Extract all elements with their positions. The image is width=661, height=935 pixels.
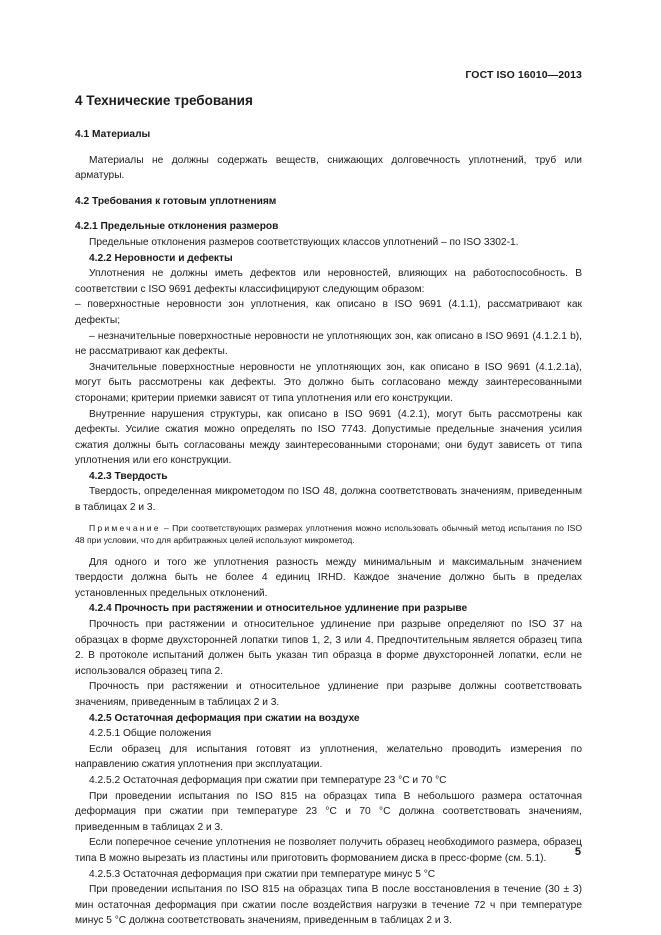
document-code-header: ГОСТ ISO 16010—2013 bbox=[465, 69, 582, 81]
clause-4-2-2-para-1: Уплотнения не должны иметь дефектов или неровностей, влияющих на работоспособность. В соответствии с ISO 9691 дефекты классифицируют следующим образом: bbox=[75, 268, 582, 295]
clause-4-2-5-1-title: 4.2.5.1 Общие положения bbox=[89, 728, 212, 740]
clause-4-2-1-title: 4.2.1 Предельные отклонения размеров bbox=[75, 221, 279, 233]
clause-4-2-5-2-para-1: При проведении испытания по ISO 815 на образцах типа В небольшого размера остаточная деформация при сжатии при температуре 23 °С и 70 °С должна соответствовать значениям, приведенным в таблицах 2 и 3. bbox=[75, 790, 582, 833]
clause-4-2-1-text: Предельные отклонения размеров соответствующих классов уплотнений – по ISO 3302-1. bbox=[89, 236, 519, 248]
clause-4-2-5-3-para-1: При проведении испытания по ISO 815 на образцах типа В после восстановления в течение (30 ± 3) мин остаточная деформация при сжатии после воздействия нагрузки в течение 72 ч при температуре минус 5 °С должна соответствовать значениям, приведенным в таблицах 2 и 3. bbox=[75, 884, 582, 927]
clause-4-2-2-para-2: Значительные поверхностные неровности не уплотняющих зон, как описано в ISO 9691 (4.1.2.1а), могут быть рассмотрены как дефекты. Это должно быть согласовано между заинтересованными сторонами; критерии приемки зависят от типа уплотнения или его конструкции. bbox=[75, 361, 582, 404]
page-number: 5 bbox=[574, 846, 581, 858]
subsection-4-2-title: 4.2 Требования к готовым уплотнениям bbox=[75, 195, 277, 207]
clause-4-2-3-para-1: Твердость, определенная микрометодом по ISO 48, должна соответствовать значениям, приведенным в таблицах 2 и 3. bbox=[75, 486, 582, 514]
subsection-4-1-text: Материалы не должны содержать веществ, снижающих долговечность уплотнений, труб или арматуры. bbox=[75, 154, 582, 182]
clause-4-2-4-para-1: Прочность при растяжении и относительное удлинение при разрыве определяют по ISO 37 на образцах в форме двухсторонней лопатки типов 1, 2, 3 или 4. Предпочтительным является образец типа 2. В протоколе испытаний должен быть указан тип образца в форме двухсторонней лопатки, если не использовался образец типа 2. bbox=[75, 619, 582, 677]
clause-4-2-5-2-title: 4.2.5.2 Остаточная деформация при сжатии при температуре 23 °С и 70 °С bbox=[89, 774, 447, 786]
clause-4-2-3-title: 4.2.3 Твердость bbox=[89, 470, 168, 482]
clause-4-2-5-title: 4.2.5 Остаточная деформация при сжатии на воздухе bbox=[89, 712, 360, 724]
clause-4-2-3-note bbox=[75, 522, 582, 547]
clause-4-2-2-list-item-1: – поверхностные неровности зон уплотнения, как описано в ISO 9691 (4.1.1), рассматривают как дефекты; bbox=[75, 299, 582, 326]
clause-4-2-5-1-text: Если образец для испытания готовят из уплотнения, желательно проводить измерения по направлению сжатия уплотнения при эксплуатации. bbox=[75, 743, 582, 771]
clause-4-2-4-title: 4.2.4 Прочность при растяжении и относительное удлинение при разрыве bbox=[89, 603, 468, 615]
note-label: Примечание bbox=[89, 522, 161, 533]
clause-4-2-3-para-2: Для одного и того же уплотнения разность между минимальным и максимальным значением твердости должна быть не более 4 единиц IRHD. Каждое значение должно быть в пределах установленных предельных отклонений. bbox=[75, 556, 582, 599]
clause-4-2-2-list-item-2: – незначительные поверхностные неровности не уплотняющих зон, как описано в ISO 9691 (4.1.2.1 b), не рассматривают как дефекты. bbox=[75, 330, 582, 358]
note-text: – При соответствующих размерах уплотнения можно использовать обычный метод испытания по ISO 48 при условии, что для арбитражных целей используют микрометод. bbox=[75, 522, 582, 546]
clause-4-2-2-para-3: Внутренние нарушения структуры, как описано в ISO 9691 (4.2.1), могут быть рассмотрены как дефекты. Усилие сжатия можно определять по ISO 7743. Допустимые предельные значения усилия сжатия должны быть согласованы между заинтересованными сторонами; они будут зависеть от типа уплотнения или его конструкции. bbox=[75, 408, 582, 467]
clause-4-2-2-title: 4.2.2 Неровности и дефекты bbox=[89, 252, 233, 264]
subsection-4-1-title: 4.1 Материалы bbox=[75, 129, 151, 140]
clause-4-2-4-para-2: Прочность при растяжении и относительное удлинение при разрыве должны соответствовать значениям, приведенным в таблицах 2 и 3. bbox=[75, 681, 582, 708]
clause-4-2-5-2-para-2: Если поперечное сечение уплотнения не позволяет получить образец необходимого размера, образец типа В можно вырезать из пластины или приготовить формованием диска в пресс-форме (см. 5.1). bbox=[75, 837, 582, 864]
page-body bbox=[75, 92, 582, 929]
section-title: 4 Технические требования bbox=[75, 93, 253, 108]
clause-4-2-5-3-title: 4.2.5.3 Остаточная деформация при сжатии при температуре минус 5 °С bbox=[89, 868, 436, 880]
